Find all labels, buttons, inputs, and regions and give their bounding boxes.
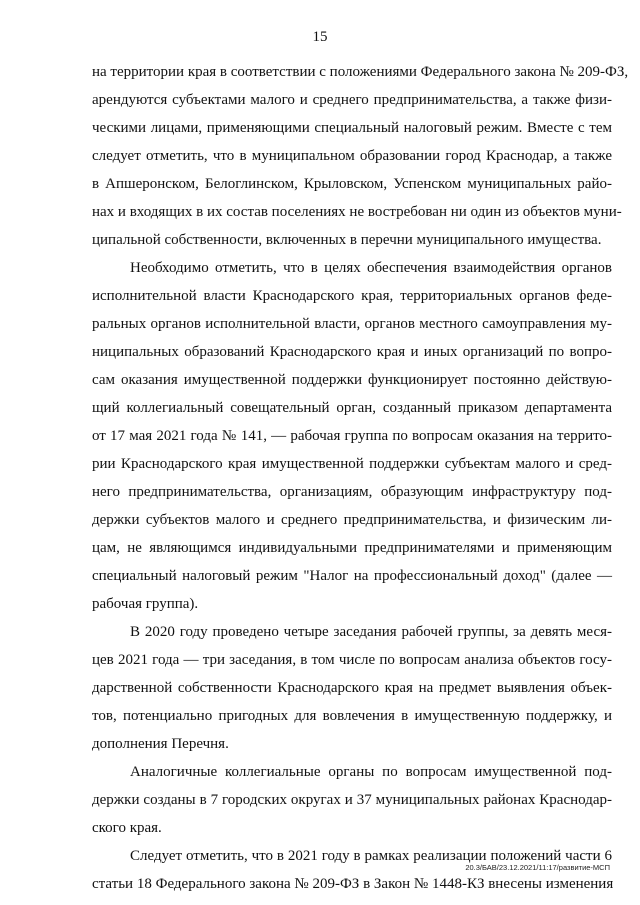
text-line: щий коллегиальный совещательный орган, созданный приказом департамента (92, 400, 612, 416)
text-line: цам, не являющимся индивидуальными предпринимателями и применяющим (92, 540, 612, 556)
text-line: тов, потенциально пригодных для вовлечения в имущественную поддержку, и (92, 708, 612, 724)
text-line: в Апшеронском, Белоглинском, Крыловском, Успенском муниципальных райо- (92, 176, 612, 192)
text-line: от 17 мая 2021 года № 141, — рабочая группа по вопросам оказания на террито- (92, 428, 612, 444)
text-line: нах и входящих в их состав поселениях не востребован ни один из объектов муни- (92, 204, 622, 220)
paragraph-first-line: Аналогичные коллегиальные органы по вопросам имущественной под- (130, 764, 612, 780)
text-line: арендуются субъектами малого и среднего предпринимательства, а также физи- (92, 92, 612, 108)
paragraph-first-line: В 2020 году проведено четыре заседания рабочей группы, за девять меся- (130, 624, 612, 640)
text-line: ципальной собственности, включенных в перечни муниципального имущества. (92, 232, 602, 248)
paragraph-first-line: Необходимо отметить, что в целях обеспечения взаимодействия органов (130, 260, 612, 276)
document-code-footer: 20.3/БАВ/23.12.2021/11:17/развитие-МСП (465, 863, 610, 872)
text-line: держки созданы в 7 городских округах и 37 муниципальных районах Краснодар- (92, 792, 612, 808)
text-line: ральных органов исполнительной власти, органов местного самоуправления му- (92, 316, 612, 332)
text-line: ниципальных образований Краснодарского края и иных организаций по вопро- (92, 344, 612, 360)
text-line: него предпринимательства, организациям, образующим инфраструктуру под- (92, 484, 612, 500)
page-number: 15 (312, 29, 328, 45)
text-line: ческими лицами, применяющими специальный налоговый режим. Вместе с тем (92, 120, 612, 136)
text-line: рии Краснодарского края имущественной поддержки субъектам малого и сред- (92, 456, 612, 472)
text-line: следует отметить, что в муниципальном образовании город Краснодар, а также (92, 148, 612, 164)
text-line: исполнительной власти Краснодарского края, территориальных органов феде- (92, 288, 612, 304)
text-line: специальный налоговый режим "Налог на профессиональный доход" (далее — (92, 568, 612, 584)
text-line: цев 2021 года — три заседания, в том числе по вопросам анализа объектов госу- (92, 652, 612, 668)
text-line: ского края. (92, 820, 162, 836)
text-line: рабочая группа). (92, 596, 199, 612)
text-line: держки субъектов малого и среднего предпринимательства, и физическим ли- (92, 512, 612, 528)
text-line: дополнения Перечня. (92, 736, 229, 752)
paragraph-first-line: Следует отметить, что в 2021 году в рамках реализации положений части 6 (130, 848, 612, 864)
text-line: дарственной собственности Краснодарского края на предмет выявления объек- (92, 680, 612, 696)
text-line: сам оказания имущественной поддержки функционирует постоянно действую- (92, 372, 612, 388)
text-line: статьи 18 Федерального закона № 209-ФЗ в Закон № 1448-КЗ внесены изменения (92, 876, 614, 892)
text-line: на территории края в соответствии с положениями Федерального закона № 209-ФЗ, (92, 64, 629, 80)
